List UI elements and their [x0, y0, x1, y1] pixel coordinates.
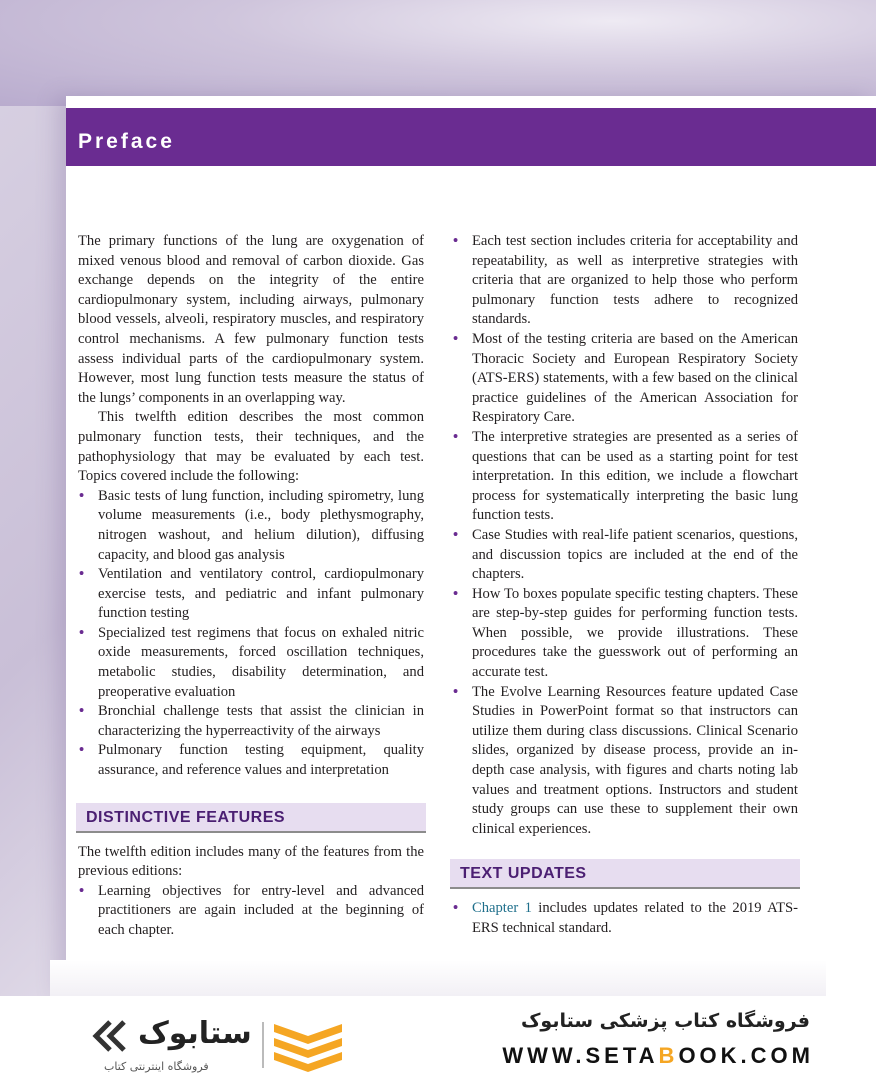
updates-list	[452, 899, 798, 938]
list-item: • How To boxes populate specific testing chapters. These are step-by-step guides for performing function tests. When possible, we provide illustrations. These procedures take the guesswork out of performing an accurate test.	[453, 585, 798, 681]
list-item: • The Evolve Learning Resources feature updated Case Studies in PowerPoint format so that instructors can utilize them during class discussions. Clinical Scenario slides, organized by disease process, provide an in-depth case analysis, with figures and charts noting lab values and treatment options. Instructors and student study groups can use these to supplement their own clinical experiences.	[453, 683, 798, 837]
list-item: • Case Studies with real-life patient scenarios, questions, and discussion topics are included at the end of the chapters.	[453, 526, 798, 583]
chapter-header	[66, 108, 876, 166]
list-item: • Each test section includes criteria for acceptability and repeatability, as well as interpretive strategies with criteria that are organized to help those who perform pulmonary function tests adhere to recognized standards.	[453, 233, 798, 328]
list-item: • Most of the testing criteria are based on the American Thoracic Society and European Respiratory Society (ATS-ERS) statements, with a few based on the clinical practice guidelines of the American Association for Respiratory Care.	[453, 330, 798, 426]
bullet-icon: •	[453, 900, 459, 917]
logo-mark-icon	[88, 1018, 136, 1054]
bullet-icon: •	[79, 742, 85, 759]
book-stack-icon	[272, 1016, 344, 1072]
intro-paragraph: The primary functions of the lung are oxygenation of mixed venous blood and removal of carbon dioxide. Gas exchange depends on the integrity of the entire cardiopulmonary system, including airways, pulmonary blood vessels, alveoli, respiratory muscles, and respiratory control mechanisms. A few pulmonary function tests assess individual parts of the cardiopulmonary system. However, most lung function tests measure the status of the lungs’ components in an overlapping way.	[78, 233, 424, 406]
edition-paragraph: This twelfth edition describes the most common pulmonary function tests, their techniques, and the pathophysiology that may be evaluated by each test. Topics covered include the following:	[78, 409, 424, 485]
bullet-icon: •	[453, 428, 459, 445]
chapter-1-link[interactable]: Chapter 1	[472, 900, 532, 917]
bullet-icon: •	[453, 526, 459, 543]
list-item: • Basic tests of lung function, including spirometry, lung volume measurements (i.e., body plethysmography, nitrogen washout, and helium dilution), diffusing capacity, and blood gas analysis	[79, 487, 424, 563]
store-logo[interactable]	[88, 1016, 258, 1056]
page-title: Preface	[78, 130, 175, 153]
features-list	[452, 232, 798, 839]
list-item: • Chapter 1 includes updates related to the 2019 ATS-ERS technical standard.	[453, 900, 798, 936]
store-url[interactable]: WWW.SETABOOK.COM	[502, 1043, 814, 1068]
store-name: فروشگاه کتاب پزشکی ستابوک	[520, 1010, 810, 1032]
list-item: • Specialized test regimens that focus on exhaled nitric oxide measurements, forced oscillation techniques, metabolic studies, disability determination, and preoperative evaluation	[79, 624, 424, 700]
bullet-icon: •	[79, 882, 85, 899]
bullet-icon: •	[79, 487, 85, 504]
page-bottom-edge	[50, 960, 826, 996]
logo-divider	[262, 1022, 264, 1068]
bullet-icon: •	[453, 585, 459, 602]
list-item: • Pulmonary function testing equipment, quality assurance, and reference values and interpretation	[79, 742, 424, 779]
features-intro: The twelfth edition includes many of the features from the previous editions:	[78, 843, 424, 880]
features-list-start	[78, 882, 424, 941]
right-column	[452, 232, 798, 939]
section-heading-distinctive-features: DISTINCTIVE FEATURES	[76, 803, 426, 833]
left-column	[78, 232, 424, 941]
list-item: • Ventilation and ventilatory control, cardiopulmonary exercise tests, and pediatric and infant pulmonary function testing	[79, 566, 424, 622]
bullet-icon: •	[79, 566, 85, 583]
list-item: • Bronchial challenge tests that assist the clinician in characterizing the hyperreactivity of the airways	[79, 703, 424, 739]
bullet-icon: •	[79, 624, 85, 641]
bullet-icon: •	[453, 683, 459, 700]
section-heading-text-updates: TEXT UPDATES	[450, 859, 800, 889]
list-item: • Learning objectives for entry-level and advanced practitioners are again included at the beginning of each chapter.	[79, 882, 424, 938]
bullet-icon: •	[453, 330, 459, 347]
bullet-icon: •	[453, 233, 459, 249]
list-item: • The interpretive strategies are presented as a series of questions that can be used as a starting point for test interpretation. In this edition, we include a flowchart process for systematically interpreting the basic lung function tests.	[453, 428, 798, 524]
logo-text: ستابوک	[138, 1016, 252, 1051]
topics-list	[78, 487, 424, 781]
bullet-icon: •	[79, 703, 85, 720]
background-top	[0, 0, 876, 106]
logo-subtitle: فروشگاه اینترنتی کتاب	[104, 1060, 209, 1073]
